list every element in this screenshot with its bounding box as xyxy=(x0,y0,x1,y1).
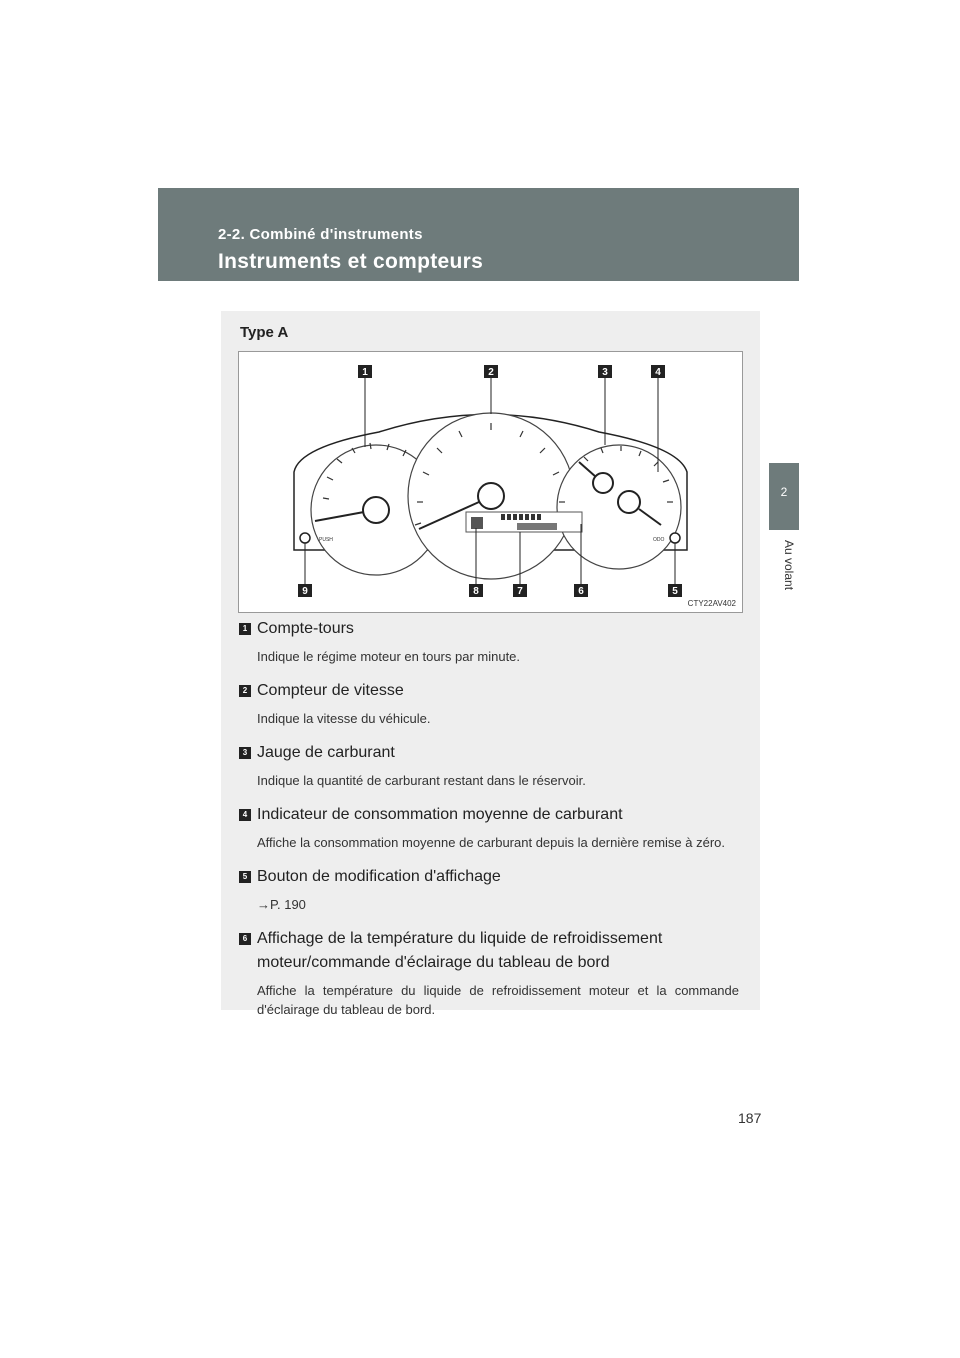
item-title: Indicateur de consommation moyenne de carburant xyxy=(257,806,623,823)
callout-2: 2 xyxy=(488,367,494,378)
instrument-cluster-figure xyxy=(238,351,743,613)
list-item xyxy=(239,865,739,914)
callout-3: 3 xyxy=(602,367,608,378)
callout-9: 9 xyxy=(302,586,308,597)
list-item xyxy=(239,679,739,728)
item-title: Compteur de vitesse xyxy=(257,682,404,699)
chapter-tab[interactable] xyxy=(769,463,799,530)
figure-code: CTY22AV402 xyxy=(687,599,736,608)
item-description: Indique la quantité de carburant restant dans le réservoir. xyxy=(257,773,586,788)
item-marker: 4 xyxy=(239,809,251,821)
callout-4: 4 xyxy=(655,367,661,378)
odo-label: ODO xyxy=(653,537,665,543)
push-label: PUSH xyxy=(319,537,333,543)
item-title: Compte-tours xyxy=(257,620,354,637)
callout-8: 8 xyxy=(473,586,479,597)
item-description: Affiche la température du liquide de refroidissement moteur et la commande d'éclairage du tableau de bord. xyxy=(257,983,739,1017)
item-description: Indique la vitesse du véhicule. xyxy=(257,711,431,726)
list-item xyxy=(239,617,739,666)
item-marker: 1 xyxy=(239,623,251,635)
chapter-number: 2 xyxy=(780,485,788,499)
item-marker: 3 xyxy=(239,747,251,759)
item-title: Bouton de modification d'affichage xyxy=(257,868,501,885)
item-description: Indique le régime moteur en tours par minute. xyxy=(257,649,521,664)
callout-5: 5 xyxy=(672,586,678,597)
page-title: Instruments et compteurs xyxy=(218,250,484,273)
list-item xyxy=(239,803,739,852)
page-reference-link[interactable]: →P. 190 xyxy=(257,897,306,912)
item-marker: 2 xyxy=(239,685,251,697)
callout-6: 6 xyxy=(578,586,584,597)
item-marker: 5 xyxy=(239,871,251,883)
item-title: Affichage de la température du liquide de refroidissement moteur/commande d'éclairage du tableau de bord xyxy=(257,930,663,971)
list-item xyxy=(239,741,739,790)
section-header xyxy=(158,188,799,281)
item-description: Affiche la consommation moyenne de carburant depuis la dernière remise à zéro. xyxy=(257,835,726,850)
chapter-label: Au volant xyxy=(782,540,796,591)
list-item xyxy=(239,927,739,1019)
page-number: 187 xyxy=(738,1110,762,1126)
section-label: 2-2. Combiné d'instruments xyxy=(218,226,423,243)
callout-1: 1 xyxy=(362,367,368,378)
content-box xyxy=(221,311,760,1017)
callout-7: 7 xyxy=(517,586,523,597)
instrument-cluster-drawing xyxy=(239,352,742,612)
item-marker: 6 xyxy=(239,933,251,945)
item-title: Jauge de carburant xyxy=(257,744,395,761)
item-list xyxy=(239,617,739,1032)
type-label: Type A xyxy=(240,324,289,341)
